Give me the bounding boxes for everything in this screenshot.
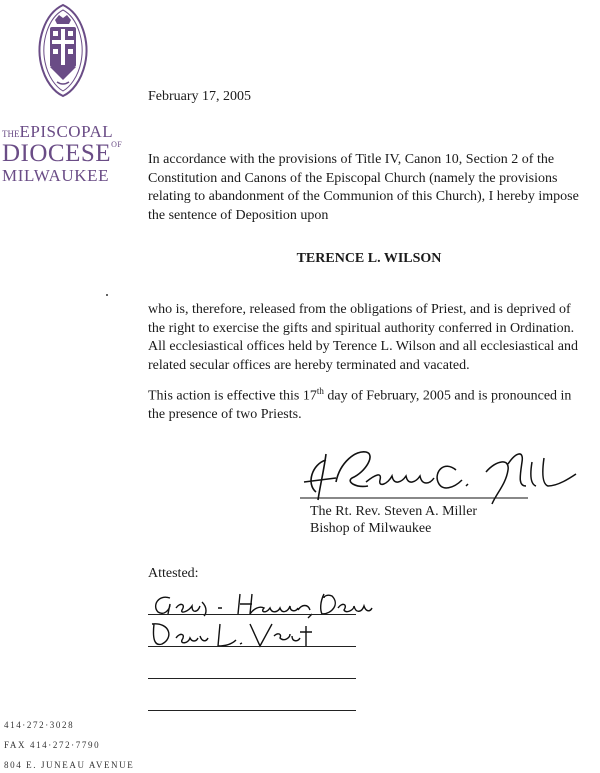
contact-phone: 414·272·3028 xyxy=(4,720,75,730)
stray-mark xyxy=(106,294,108,296)
attested-label: Attested: xyxy=(148,566,199,581)
signer-block xyxy=(310,503,477,537)
signature-line-3 xyxy=(148,678,356,679)
wordmark-of: OF xyxy=(111,140,123,149)
wordmark-episcopal: EPISCOPAL xyxy=(19,122,114,141)
effective-text-end: day of February, 2005 and is pronounced in the presence of two Priests. xyxy=(148,388,572,423)
wordmark-diocese: DIOCESE xyxy=(2,140,112,167)
effective-text-start: This action is effective this 17 xyxy=(148,388,317,404)
deposed-name: TERENCE L. WILSON xyxy=(296,251,442,266)
deposition-paragraph: In accordance with the provisions of Title IV, Canon 10, Section 2 of the Constitution and Canons of the Episcopal Church (namely the provisions relating to abandonment of the Communion of this Church), I hereby impose the sentence of Deposition upon xyxy=(148,152,579,223)
diocesan-seal-icon xyxy=(33,2,93,98)
effective-ordinal: th xyxy=(316,386,324,396)
signer-name: The Rt. Rev. Steven A. Miller xyxy=(310,504,478,519)
signature-line-1 xyxy=(148,614,356,615)
wordmark-the: THE xyxy=(2,129,20,139)
signer-title: Bishop of Milwaukee xyxy=(310,521,432,536)
release-paragraph: who is, therefore, released from the obligations of Priest, and is deprived of the right to exercise the gifts and spiritual authority conferred in Ordination. All ecclesiastical offices held by Terence L. Wilson and all ecclesiastical and related secular offices are hereby terminated and vacated. xyxy=(148,302,578,373)
effective-paragraph xyxy=(148,382,590,425)
letter-date: February 17, 2005 xyxy=(148,89,252,104)
contact-fax: FAX 414·272·7790 xyxy=(4,740,101,750)
contact-address: 804 E. JUNEAU AVENUE xyxy=(4,760,135,770)
wordmark-milwaukee: MILWAUKEE xyxy=(2,166,110,185)
bishop-handwritten-signature xyxy=(296,442,586,508)
signature-line-4 xyxy=(148,710,356,711)
signature-line-2 xyxy=(148,646,356,647)
diocese-wordmark xyxy=(2,122,123,185)
